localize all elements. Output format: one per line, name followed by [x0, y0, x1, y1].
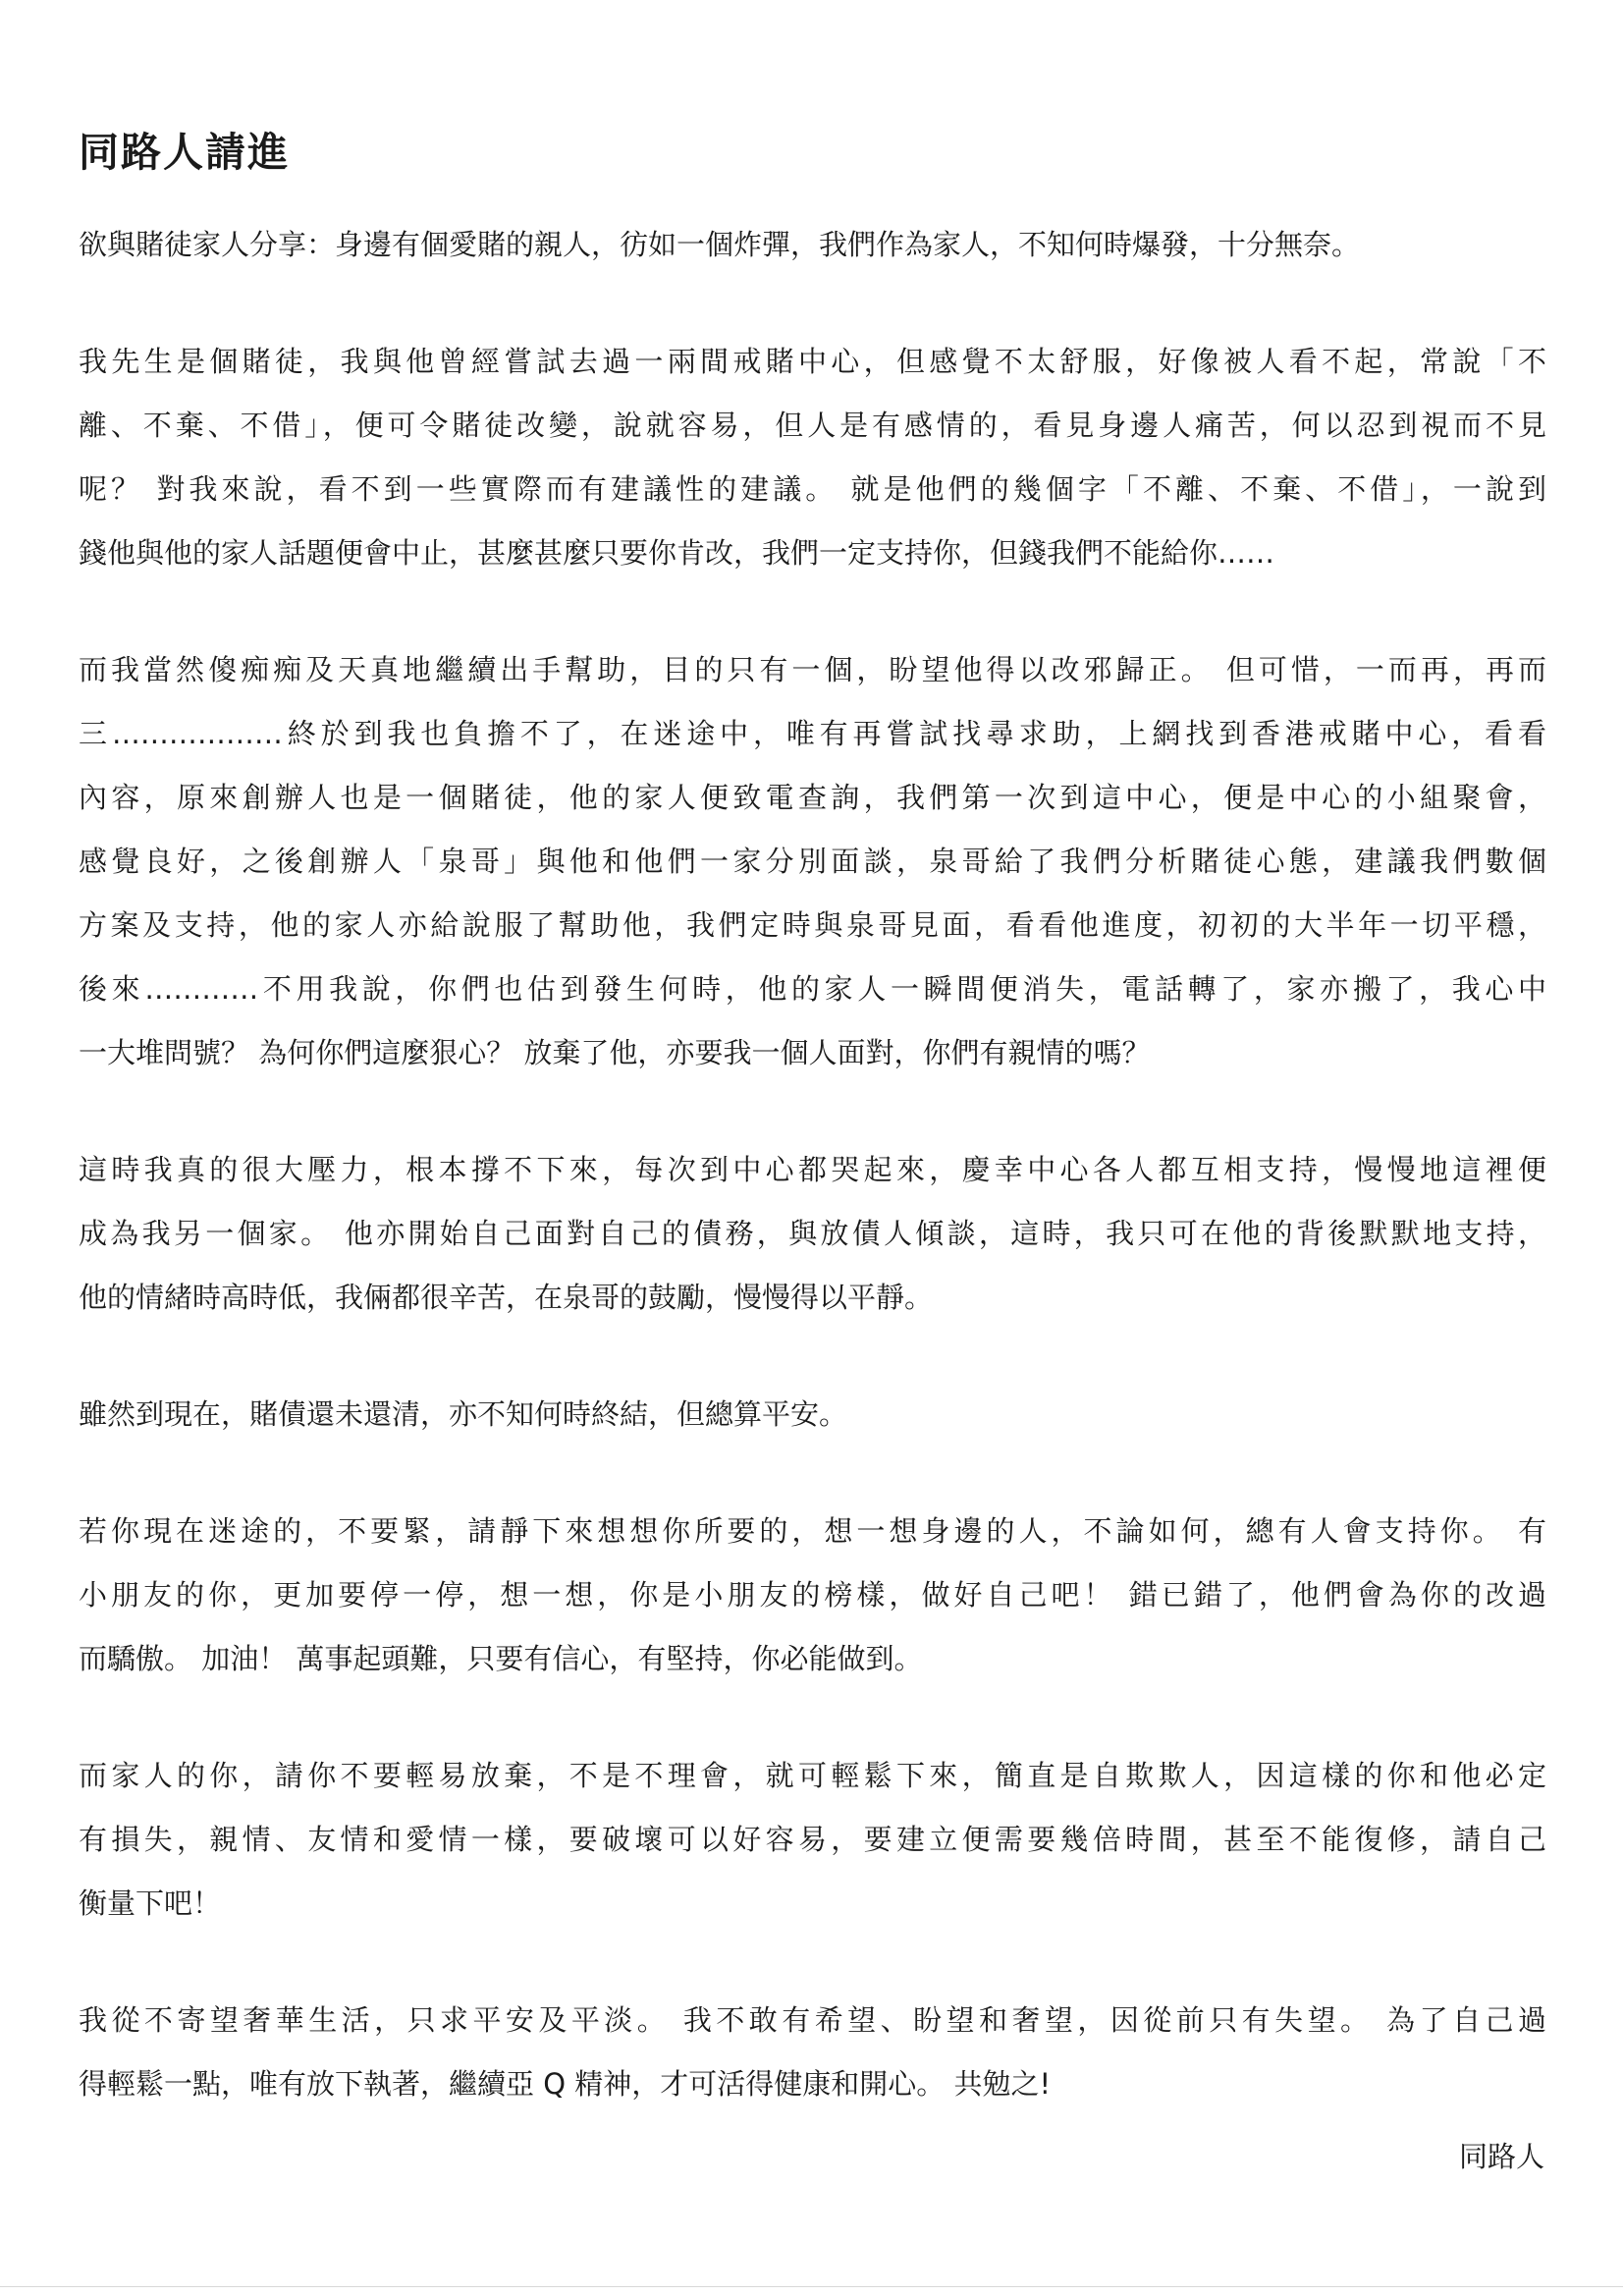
text-line: 小朋友的你，更加要停一停，想一想，你是小朋友的榜樣，做好自己吧！ 錯已錯了，他們會為你的改過 [79, 1578, 1546, 1612]
text-line: 錢他與他的家人話題便會中止，甚麼甚麼只要你肯改，我們一定支持你，但錢我們不能給你…… [79, 536, 1275, 570]
page-bottom-divider [0, 2286, 1623, 2287]
text-line: 內容，原來創辦人也是一個賭徒，他的家人便致電查詢，我們第一次到這中心，便是中心的小組聚會， [79, 781, 1546, 814]
paragraph-3 [79, 638, 1546, 1085]
text-line: 雖然到現在，賭債還未還清，亦不知何時終結，但總算平安。 [79, 1397, 848, 1431]
text-line: 若你現在迷途的，不要緊，請靜下來想想你所要的，想一想身邊的人，不論如何，總有人會支持你。 有 [79, 1514, 1546, 1548]
paragraph-6 [79, 1500, 1546, 1691]
text-line: 而我當然傻痴痴及天真地繼續出手幫助，目的只有一個，盼望他得以改邪歸正。 但可惜，一而再，再而 [79, 653, 1546, 686]
paragraph-4 [79, 1138, 1546, 1330]
text-line: 呢？ 對我來說，看不到一些實際而有建議性的建議。 就是他們的幾個字「不離、不棄、不借」，一說到 [79, 472, 1546, 506]
text-line: 欲與賭徒家人分享：身邊有個愛賭的親人，彷如一個炸彈，我們作為家人，不知何時爆發，十分無奈。 [79, 228, 1361, 261]
text-line: 我先生是個賭徒，我與他曾經嘗試去過一兩間戒賭中心，但感覺不太舒服，好像被人看不起，常說「不 [79, 345, 1546, 378]
text-line: 後來…………不用我說，你們也估到發生何時，他的家人一瞬間便消失，電話轉了，家亦搬了，我心中 [79, 972, 1546, 1006]
text-line: 方案及支持，他的家人亦給說服了幫助他，我們定時與泉哥見面，看看他進度，初初的大半年一切平穩， [79, 908, 1546, 942]
text-line: 衡量下吧！ [79, 1886, 222, 1920]
paragraph-2 [79, 330, 1546, 585]
paragraph-7 [79, 1744, 1546, 1936]
text-line: 有損失，親情、友情和愛情一樣，要破壞可以好容易，要建立便需要幾倍時間，甚至不能復修，請自己 [79, 1823, 1546, 1856]
text-line: 得輕鬆一點，唯有放下執著，繼續亞 Q 精神，才可活得健康和開心。 共勉之! [79, 2067, 1052, 2101]
signature: 同路人 [1458, 2140, 1544, 2173]
page-title: 同路人請進 [79, 129, 290, 177]
text-line: 這時我真的很大壓力，根本撐不下來，每次到中心都哭起來，慶幸中心各人都互相支持，慢慢地這裡便 [79, 1153, 1546, 1186]
paragraph-5 [79, 1383, 1546, 1447]
text-line: 三………………終於到我也負擔不了，在迷途中，唯有再嘗試找尋求助，上網找到香港戒賭中心，看看 [79, 717, 1546, 750]
text-line: 而家人的你，請你不要輕易放棄，不是不理會，就可輕鬆下來，簡直是自欺欺人，因這樣的你和他必定 [79, 1759, 1546, 1792]
paragraph-1 [79, 213, 1546, 277]
letter-body [79, 213, 1546, 2169]
text-line: 一大堆問號？ 為何你們這麼狠心？ 放棄了他，亦要我一個人面對，你們有親情的嗎？ [79, 1036, 1151, 1069]
paragraph-8 [79, 1989, 1546, 2116]
text-line: 我從不寄望奢華生活，只求平安及平淡。 我不敢有希望、盼望和奢望，因從前只有失望。 為了自己過 [79, 2003, 1546, 2037]
text-line: 離、不棄、不借」，便可令賭徒改變，說就容易，但人是有感情的，看見身邊人痛苦，何以忍到視而不見 [79, 409, 1546, 442]
text-line: 他的情緒時高時低，我倆都很辛苦，在泉哥的鼓勵，慢慢得以平靜。 [79, 1281, 934, 1314]
text-line: 感覺良好，之後創辦人「泉哥」與他和他們一家分別面談，泉哥給了我們分析賭徒心態，建議我們數個 [79, 845, 1546, 878]
text-line: 而驕傲。 加油！ 萬事起頭難，只要有信心，有堅持，你必能做到。 [79, 1642, 923, 1675]
text-line: 成為我另一個家。 他亦開始自己面對自己的債務，與放債人傾談，這時，我只可在他的背後默默地支持， [79, 1217, 1546, 1250]
